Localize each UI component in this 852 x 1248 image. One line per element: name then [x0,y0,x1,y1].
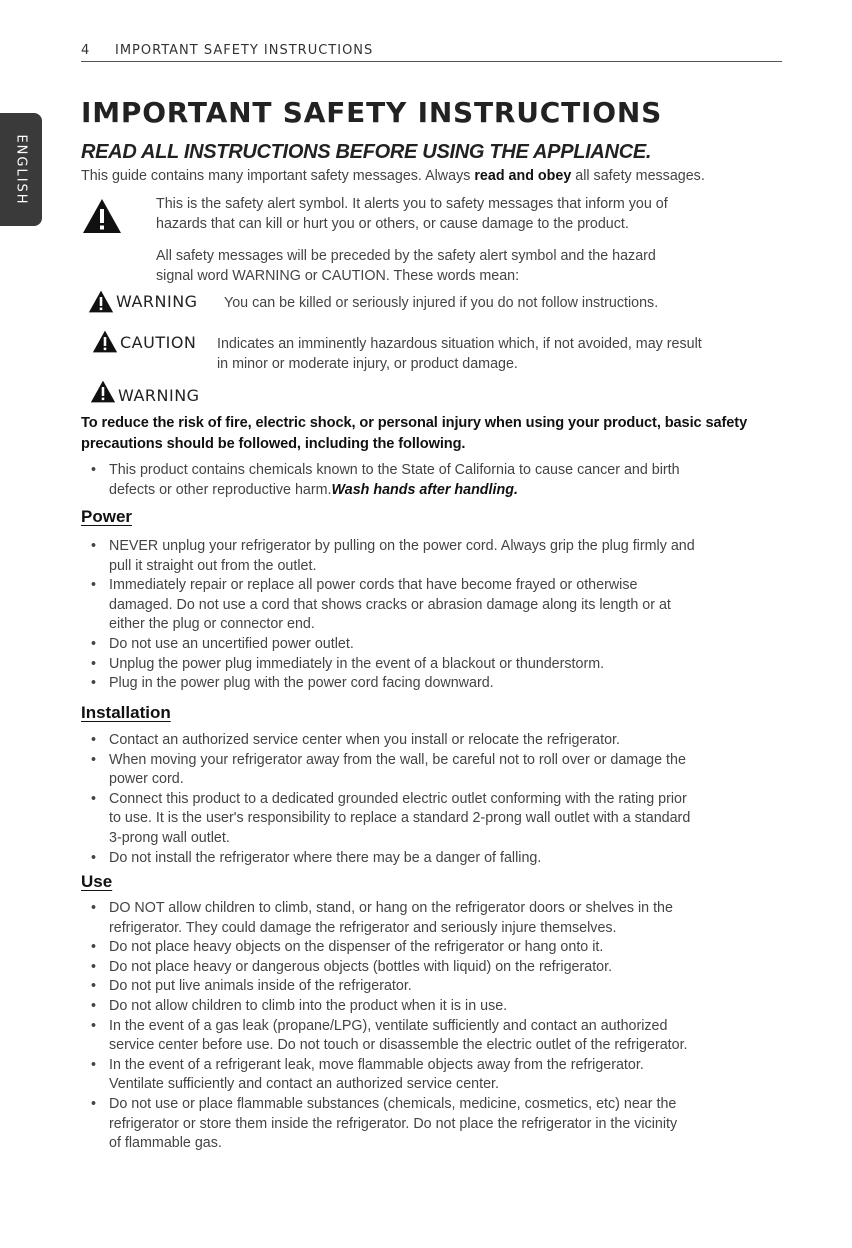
list-item: • Do not place heavy or dangerous objects (bottles with liquid) on the refrigerator. [91,958,781,978]
intro-emphasis: read and obey [474,168,572,184]
bullet-icon: • [91,849,97,866]
bullet-icon: • [91,751,97,768]
alert-line-2: hazards that can kill or hurt you or others, or cause damage to the product. [156,216,629,232]
bullet-icon: • [91,790,97,807]
alert-line-1: This is the safety alert symbol. It alerts you to safety messages that inform you of [156,196,668,212]
list-item: • Plug in the power plug with the power cord facing downward. [91,674,781,694]
list-item: • Contact an authorized service center when you install or relocate the refrigerator. [91,731,781,751]
caution-definition-line-1: Indicates an imminently hazardous situation which, if not avoided, may result [217,336,702,352]
bullet-icon: • [91,939,97,956]
list-item: • Do not place heavy objects on the dispenser of the refrigerator or hang onto it. [91,938,781,958]
page-subtitle: READ ALL INSTRUCTIONS BEFORE USING THE APPLIANCE. [81,141,652,163]
power-list [91,537,781,694]
list-item: • In the event of a refrigerant leak, move flammable objects away from the refrigerator. Ventilate sufficiently and contact an authorized service center. [91,1056,644,1093]
caution-definition-line-2: in minor or moderate injury, or product damage. [217,356,518,372]
bullet-icon: • [91,635,97,652]
alert-line-3: All safety messages will be preceded by the safety alert symbol and the hazard [156,248,656,264]
list-item: • Connect this product to a dedicated grounded electric outlet conforming with the rating prior to use. It is the user's responsibility to replace a standard 2-prong wall outlet with a standard 3-prong wall outlet. [91,790,691,846]
list-item: • This product contains chemicals known to the State of California to cause cancer and birth defects or other reproductive harm.Wash hands after handling. [91,462,680,498]
warning-heading: WARNING [118,386,200,405]
list-item: • Unplug the power plug immediately in the event of a blackout or thunderstorm. [91,655,781,675]
warning-signal-word: WARNING [116,292,198,311]
list-item: • Do not install the refrigerator where there may be a danger of falling. [91,849,781,869]
prop65-emphasis: Wash hands after handling. [331,481,518,498]
bullet-icon: • [91,1017,97,1034]
intro-paragraph: This guide contains many important safety messages. Always read and obey all safety messages. [81,168,705,184]
bullet-icon: • [91,538,97,554]
bullet-icon: • [91,1095,97,1112]
bullet-icon: • [91,462,97,478]
section-heading-use: Use [81,872,113,891]
installation-list [91,731,781,868]
page-header [81,43,782,62]
section-heading-power: Power [81,507,133,526]
warning-intro: To reduce the risk of fire, electric shock, or personal injury when using your product, basic safety precautions should be followed, including the following. [81,415,748,452]
bullet-icon: • [91,732,97,748]
section-heading-installation: Installation [81,703,171,722]
bullet-icon: • [91,997,97,1014]
list-item: • Do not use an uncertified power outlet. [91,635,781,655]
bullet-icon: • [91,577,97,594]
list-item: • Do not put live animals inside of the refrigerator. [91,977,781,997]
prop65-list [91,461,781,500]
bullet-icon: • [91,675,97,692]
list-item: • In the event of a gas leak (propane/LPG), ventilate sufficiently and contact an authorized service center before use. Do not touch or disassemble the electric outlet of the refrigerator. [91,1017,688,1054]
bullet-icon: • [91,1056,97,1073]
use-list [91,899,781,1154]
list-item: • When moving your refrigerator away from the wall, be careful not to roll over or damage the power cord. [91,751,686,788]
running-title: IMPORTANT SAFETY INSTRUCTIONS [115,43,374,58]
list-item: • NEVER unplug your refrigerator by pulling on the power cord. Always grip the plug firmly and pull it straight out from the outlet. [91,538,695,574]
bullet-icon: • [91,958,97,975]
caution-signal-word: CAUTION [120,333,197,352]
bullet-icon: • [91,655,97,672]
list-item: • Do not use or place flammable substances (chemicals, medicine, cosmetics, etc) near the refrigerator or store them inside the refrigerator. Do not place the refrigerator in the vicinity of flammable gas. [91,1095,678,1152]
safety-alert-icon [82,198,122,234]
language-tab [0,113,42,226]
caution-alert-icon [92,330,118,353]
list-item: • DO NOT allow children to climb, stand, or hang on the refrigerator doors or shelves in the refrigerator. They could damage the refrigerator and seriously injure themselves. [91,900,673,936]
bullet-icon: • [91,900,97,916]
list-item: • Do not allow children to climb into the product when it is in use. [91,997,781,1017]
alert-line-4: signal word WARNING or CAUTION. These words mean: [156,268,520,284]
warning-heading-icon [90,380,116,403]
bullet-icon: • [91,978,97,995]
warning-alert-icon [88,290,114,313]
page-number: 4 [81,43,91,58]
warning-definition: You can be killed or seriously injured if you do not follow instructions. [224,295,659,311]
page-title: IMPORTANT SAFETY INSTRUCTIONS [81,96,663,129]
language-label: ENGLISH [13,133,29,206]
list-item: • Immediately repair or replace all power cords that have become frayed or otherwise damaged. Do not use a cord that shows cracks or abrasion damage along its length or at either the plug or connector end. [91,577,671,633]
